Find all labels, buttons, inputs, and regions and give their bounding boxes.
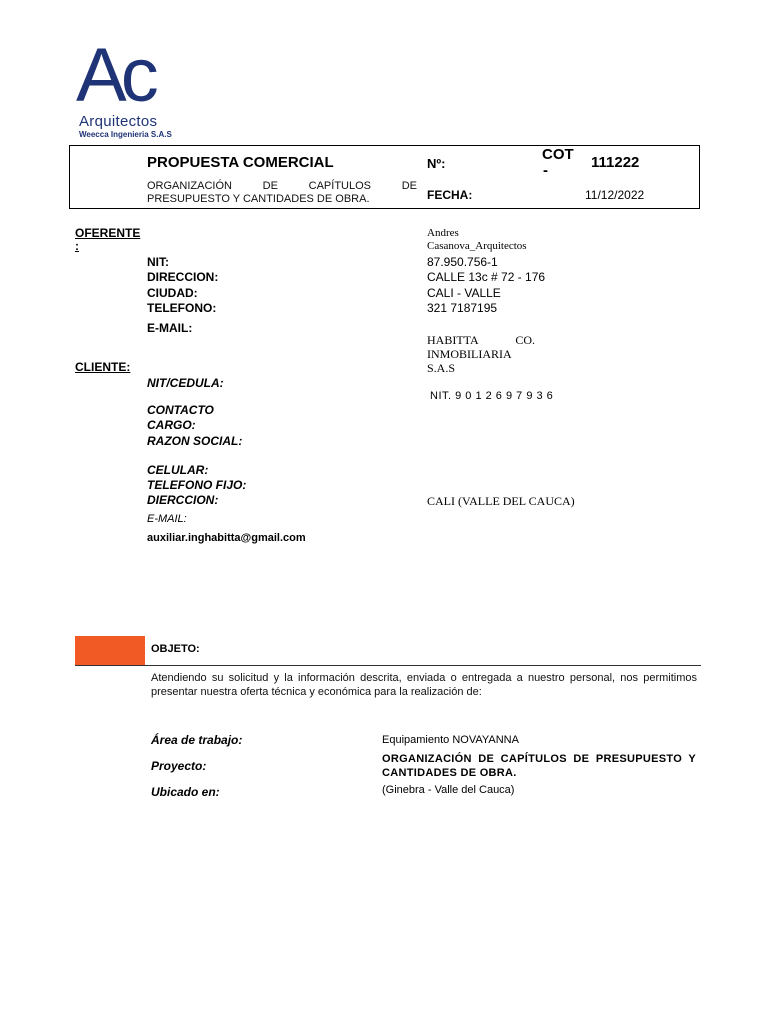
- cliente-direccion-label: DIERCCION:: [147, 493, 219, 507]
- proyecto-label: Proyecto:: [151, 759, 207, 773]
- cliente-email-value: auxiliar.inghabitta@gmail.com: [147, 532, 306, 544]
- oferente-name-line1: Andres: [427, 227, 459, 239]
- objeto-intro: Atendiendo su solicitud y la información descrita, enviada o entregada a nuestro personal, nos permitimos presentar nuestra oferta técnica y económica para la realización de:: [151, 672, 697, 698]
- area-label: Área de trabajo:: [151, 733, 243, 747]
- objeto-accent-bar: [75, 636, 145, 665]
- logo-company: Weecca Ingenieria S.A.S: [79, 130, 172, 139]
- quote-number: 111222: [591, 154, 640, 171]
- logo-initials: Ac: [76, 33, 153, 118]
- cliente-cargo-label: CARGO:: [147, 418, 196, 432]
- oferente-email-label: E-MAIL:: [147, 321, 193, 335]
- cliente-name: HABITTA CO. INMOBILIARIA S.A.S: [427, 333, 535, 375]
- oferente-name-line2: Casanova_Arquitectos: [427, 240, 527, 252]
- oferente-ciudad-value: CALI - VALLE: [427, 286, 501, 300]
- objeto-label: OBJETO:: [151, 643, 200, 655]
- cliente-razon-label: RAZON SOCIAL:: [147, 434, 243, 448]
- oferente-telefono-label: TELEFONO:: [147, 301, 217, 315]
- cliente-email-label: E-MAIL:: [147, 513, 187, 525]
- objeto-divider: [75, 665, 701, 666]
- cliente-telefono-fijo-label: TELEFONO FIJO:: [147, 478, 247, 492]
- oferente-nit-value: 87.950.756-1: [427, 255, 498, 269]
- cliente-direccion-value: CALI (VALLE DEL CAUCA): [427, 494, 575, 508]
- cliente-nit-label: NIT/CEDULA:: [147, 376, 224, 390]
- cliente-celular-label: CELULAR:: [147, 463, 209, 477]
- area-value: Equipamiento NOVAYANNA: [382, 734, 519, 746]
- cliente-nit-value: NIT. 9 0 1 2 6 9 7 9 3 6: [430, 390, 554, 402]
- document-title: PROPUESTA COMERCIAL: [147, 154, 334, 171]
- ubicado-value: (Ginebra - Valle del Cauca): [382, 784, 515, 796]
- oferente-direccion-label: DIRECCION:: [147, 270, 219, 284]
- company-logo: [64, 33, 184, 144]
- date-value: 11/12/2022: [585, 188, 645, 202]
- cot-label: COT: [542, 146, 574, 163]
- oferente-ciudad-label: CIUDAD:: [147, 286, 198, 300]
- number-label: Nº:: [427, 156, 446, 171]
- cliente-contacto-label: CONTACTO: [147, 403, 214, 417]
- oferente-telefono-value: 321 7187195: [427, 301, 498, 315]
- cliente-section-label: CLIENTE:: [75, 360, 131, 374]
- proyecto-value: ORGANIZACIÓN DE CAPÍTULOS DE PRESUPUESTO Y CANTIDADES DE OBRA.: [382, 753, 696, 779]
- oferente-section-label: OFERENTE: [75, 226, 141, 240]
- header-description: ORGANIZACIÓN DE CAPÍTULOS DE PRESUPUESTO Y CANTIDADES DE OBRA.: [147, 180, 417, 205]
- oferente-section-colon: :: [75, 239, 79, 253]
- cot-dash: -: [543, 162, 548, 179]
- date-label: FECHA:: [427, 188, 473, 202]
- oferente-direccion-value: CALLE 13c # 72 - 176: [427, 270, 546, 284]
- oferente-nit-label: NIT:: [147, 255, 169, 269]
- logo-name: Arquitectos: [79, 113, 158, 130]
- ubicado-label: Ubicado en:: [151, 785, 220, 799]
